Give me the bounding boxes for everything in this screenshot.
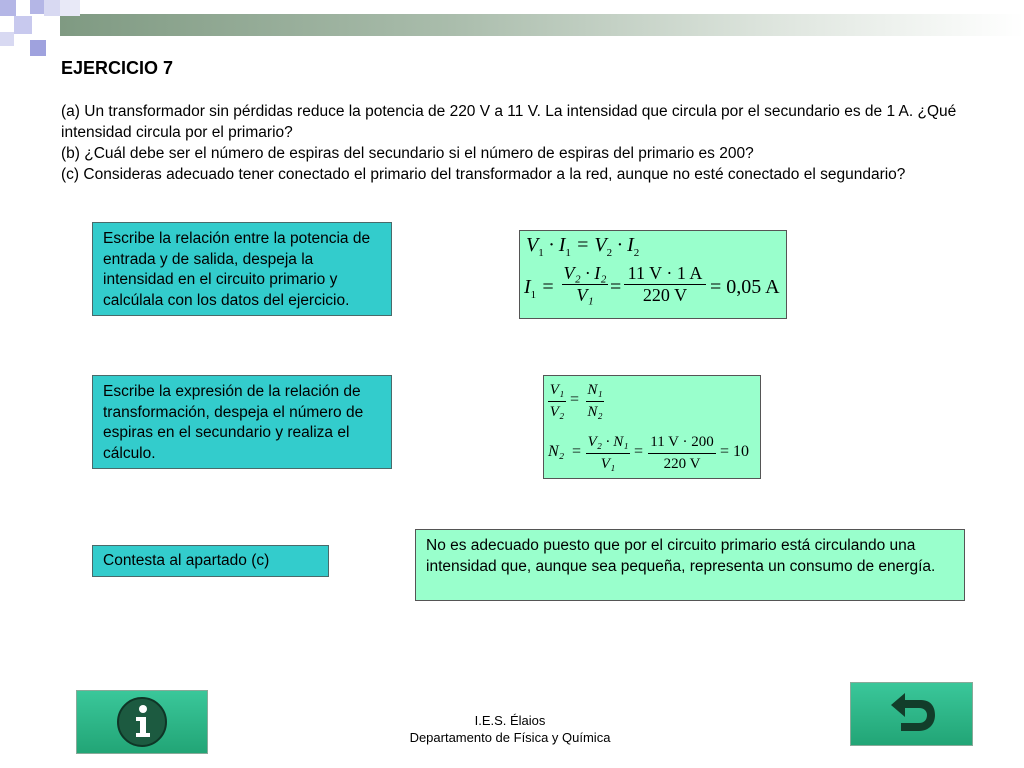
step1-result: = 0,05 A [710,276,780,298]
fraction-denominator: V₁ [576,284,594,305]
header-gradient-bar [60,14,1024,36]
back-button[interactable] [850,682,973,746]
fraction-v2n1-over-v1 [586,432,630,474]
fraction-numerator: V₂ · I₂ [563,263,607,283]
fraction-v2i2-over-v1 [562,263,608,305]
part-a-text: (a) Un transformador sin pérdidas reduce la potencia de 220 V a 11 V. La intensidad que circula por el secundario es de 1 A. ¿Qué intensidad circula por el primario? [61,103,957,141]
decor-square [30,40,46,56]
return-arrow-icon [885,691,939,737]
fraction-denominator: 220 V [663,455,701,472]
step2-prompt-box [92,375,392,469]
info-button[interactable] [76,690,208,754]
decor-square [60,0,80,16]
fraction-numerator: 11 V · 1 A [627,263,703,283]
fraction-denominator: 220 V [642,284,688,305]
step2-equation-box [543,375,761,479]
equals-sign: = [570,391,580,408]
i1-symbol: $I_1$ = [524,276,555,301]
fraction-n1-over-n2 [586,380,604,422]
equals-sign: = [572,443,582,460]
step3-prompt-box [92,545,329,577]
footer [360,712,660,746]
fraction-numerator: V₂ · N₁ [587,434,629,450]
step3-prompt: Contesta al apartado (c) [103,552,270,569]
fraction-denominator: V₂ [549,403,565,420]
step1-prompt: Escribe la relación entre la potencia de entrada y de salida, despeja la intensidad en el circuito primario y calcúlala con los datos del ejercicio. [103,230,371,309]
fraction-values [624,263,706,305]
n2-symbol: N₂ [548,443,565,460]
part-c-text: (c) Consideras adecuado tener conectado el primario del transformador a la red, aunque no esté conectado el segundario? [61,166,906,183]
decor-square [0,32,14,46]
step2-result: = 10 [720,443,750,460]
equals-sign: = [610,276,622,298]
fraction-numerator: 11 V · 200 [650,434,714,450]
footer-school: I.E.S. Élaios [474,713,546,728]
fraction-numerator: V₁ [549,382,565,398]
step1-prompt-box [92,222,392,316]
fraction-denominator: N₂ [587,403,603,420]
footer-department: Departamento de Física y Química [409,730,611,745]
step3-answer-box [415,529,965,601]
fraction-v1-over-v2 [548,380,566,422]
info-icon [116,696,168,748]
decor-square [14,16,32,34]
page-title: EJERCICIO 7 [61,58,174,78]
equals-sign: = [634,443,644,460]
step2-prompt: Escribe la expresión de la relación de transformación, despeja el número de espiras en el secundario y realiza el cálculo. [103,383,364,462]
exercise-statement [61,101,961,185]
fraction-denominator: V₁ [600,455,616,472]
step1-equation-box [519,230,787,319]
fraction-values [648,432,716,474]
decor-square [0,0,16,16]
fraction-numerator: N₁ [587,382,603,398]
decor-square [30,0,44,14]
decor-square [44,0,60,16]
part-b-text: (b) ¿Cuál debe ser el número de espiras del secundario si el número de espiras del primario es 200? [61,145,754,162]
power-balance-equation: $V_1 \cdot I_1 = V_2 \cdot I_2$ [526,234,640,259]
step3-answer: No es adecuado puesto que por el circuito primario está circulando una intensidad que, aunque sea pequeña, representa un consumo de energía. [426,537,936,575]
